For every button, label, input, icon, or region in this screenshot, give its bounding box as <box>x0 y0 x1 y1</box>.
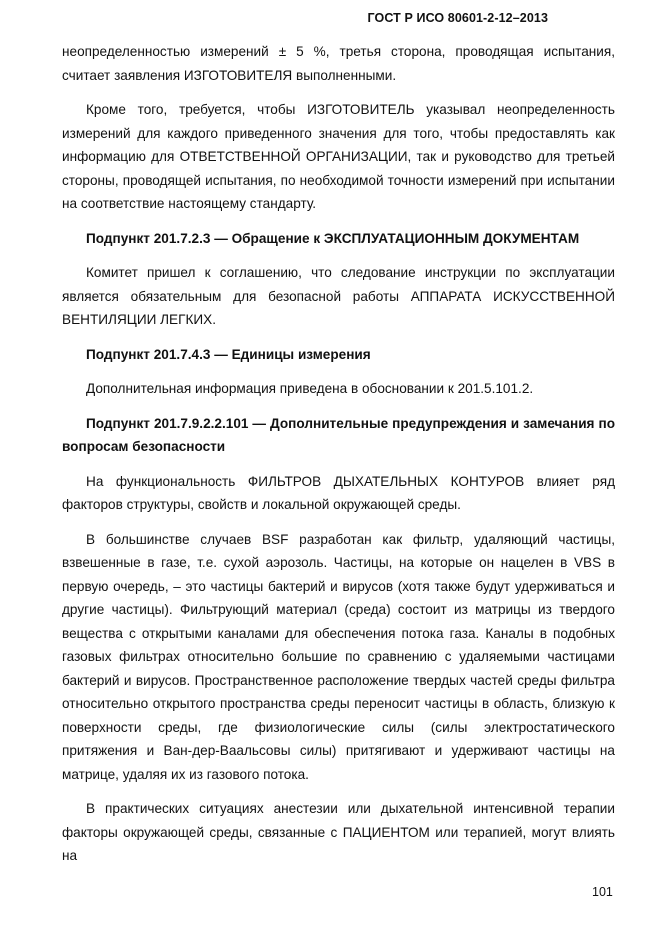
document-body <box>62 40 615 879</box>
subclause-heading-201-7-4-3: Подпункт 201.7.4.3 — Единицы измерения <box>86 346 371 362</box>
paragraph-units: Дополнительная информация приведена в обосновании к 201.5.101.2. <box>86 381 534 396</box>
page-number: 101 <box>592 885 613 899</box>
paragraph-practical-situations: В практических ситуациях анестезии или дыхательной интенсивной терапии факторы окружающей среды, связанные с ПАЦИЕНТОМ или терапией, могут влиять на <box>62 801 615 863</box>
subclause-heading-201-7-9-2-2-101: Подпункт 201.7.9.2.2.101 — Дополнительные предупреждения и замечания по вопросам безопасности <box>62 415 615 454</box>
paragraph-continuation: неопределенностью измерений ± 5 %, третья сторона, проводящая испытания, считает заявления ИЗГОТОВИТЕЛЯ выполненными. <box>62 44 615 83</box>
paragraph-instructions: Комитет пришел к соглашению, что следование инструкции по эксплуатации является обязательным для безопасной работы АППАРАТА ИСКУССТВЕННОЙ ВЕНТИЛЯЦИИ ЛЕГКИХ. <box>62 265 615 327</box>
paragraph-filter-functionality: На функциональность ФИЛЬТРОВ ДЫХАТЕЛЬНЫХ КОНТУРОВ влияет ряд факторов структуры, свойств и локальной окружающей среды. <box>62 473 615 512</box>
paragraph-uncertainty: Кроме того, требуется, чтобы ИЗГОТОВИТЕЛЬ указывал неопределенность измерений для каждого приведенного значения для того, чтобы предоставлять как информацию для ОТВЕТСТВЕННОЙ ОРГАНИЗАЦИИ, так и руководство для третьей стороны, проводящей испытания, по необходимой точности измерений при испытании на соответствие настоящему стандарту. <box>62 102 615 211</box>
subclause-heading-201-7-2-3: Подпункт 201.7.2.3 — Обращение к ЭКСПЛУАТАЦИОННЫМ ДОКУМЕНТАМ <box>86 230 580 246</box>
paragraph-bsf-description: В большинстве случаев BSF разработан как фильтр, удаляющий частицы, взвешенные в газе, т.е. сухой аэрозоль. Частицы, на которые он нацелен в VBS в первую очередь, – это частицы бактерий и вирусов (хотя также будут удерживаться и другие частицы). Фильтрующий материал (среда) состоит из матрицы из твердого вещества с открытыми каналами для обеспечения потока газа. Каналы в подобных газовых фильтрах относительно большие по сравнению с удаляемыми частицами бактерий и вирусов. Пространственное расположение твердых частей среды фильтра относительно открытого пространства среды переносит частицы в область, близкую к поверхности среды, где физиологические силы (силы электростатического притяжения и Ван-дер-Ваальсовы силы) притягивают и удерживают частицы на матрице, удаляя их из газового потока. <box>62 531 615 782</box>
document-header: ГОСТ Р ИСО 80601-2-12–2013 <box>367 11 548 25</box>
